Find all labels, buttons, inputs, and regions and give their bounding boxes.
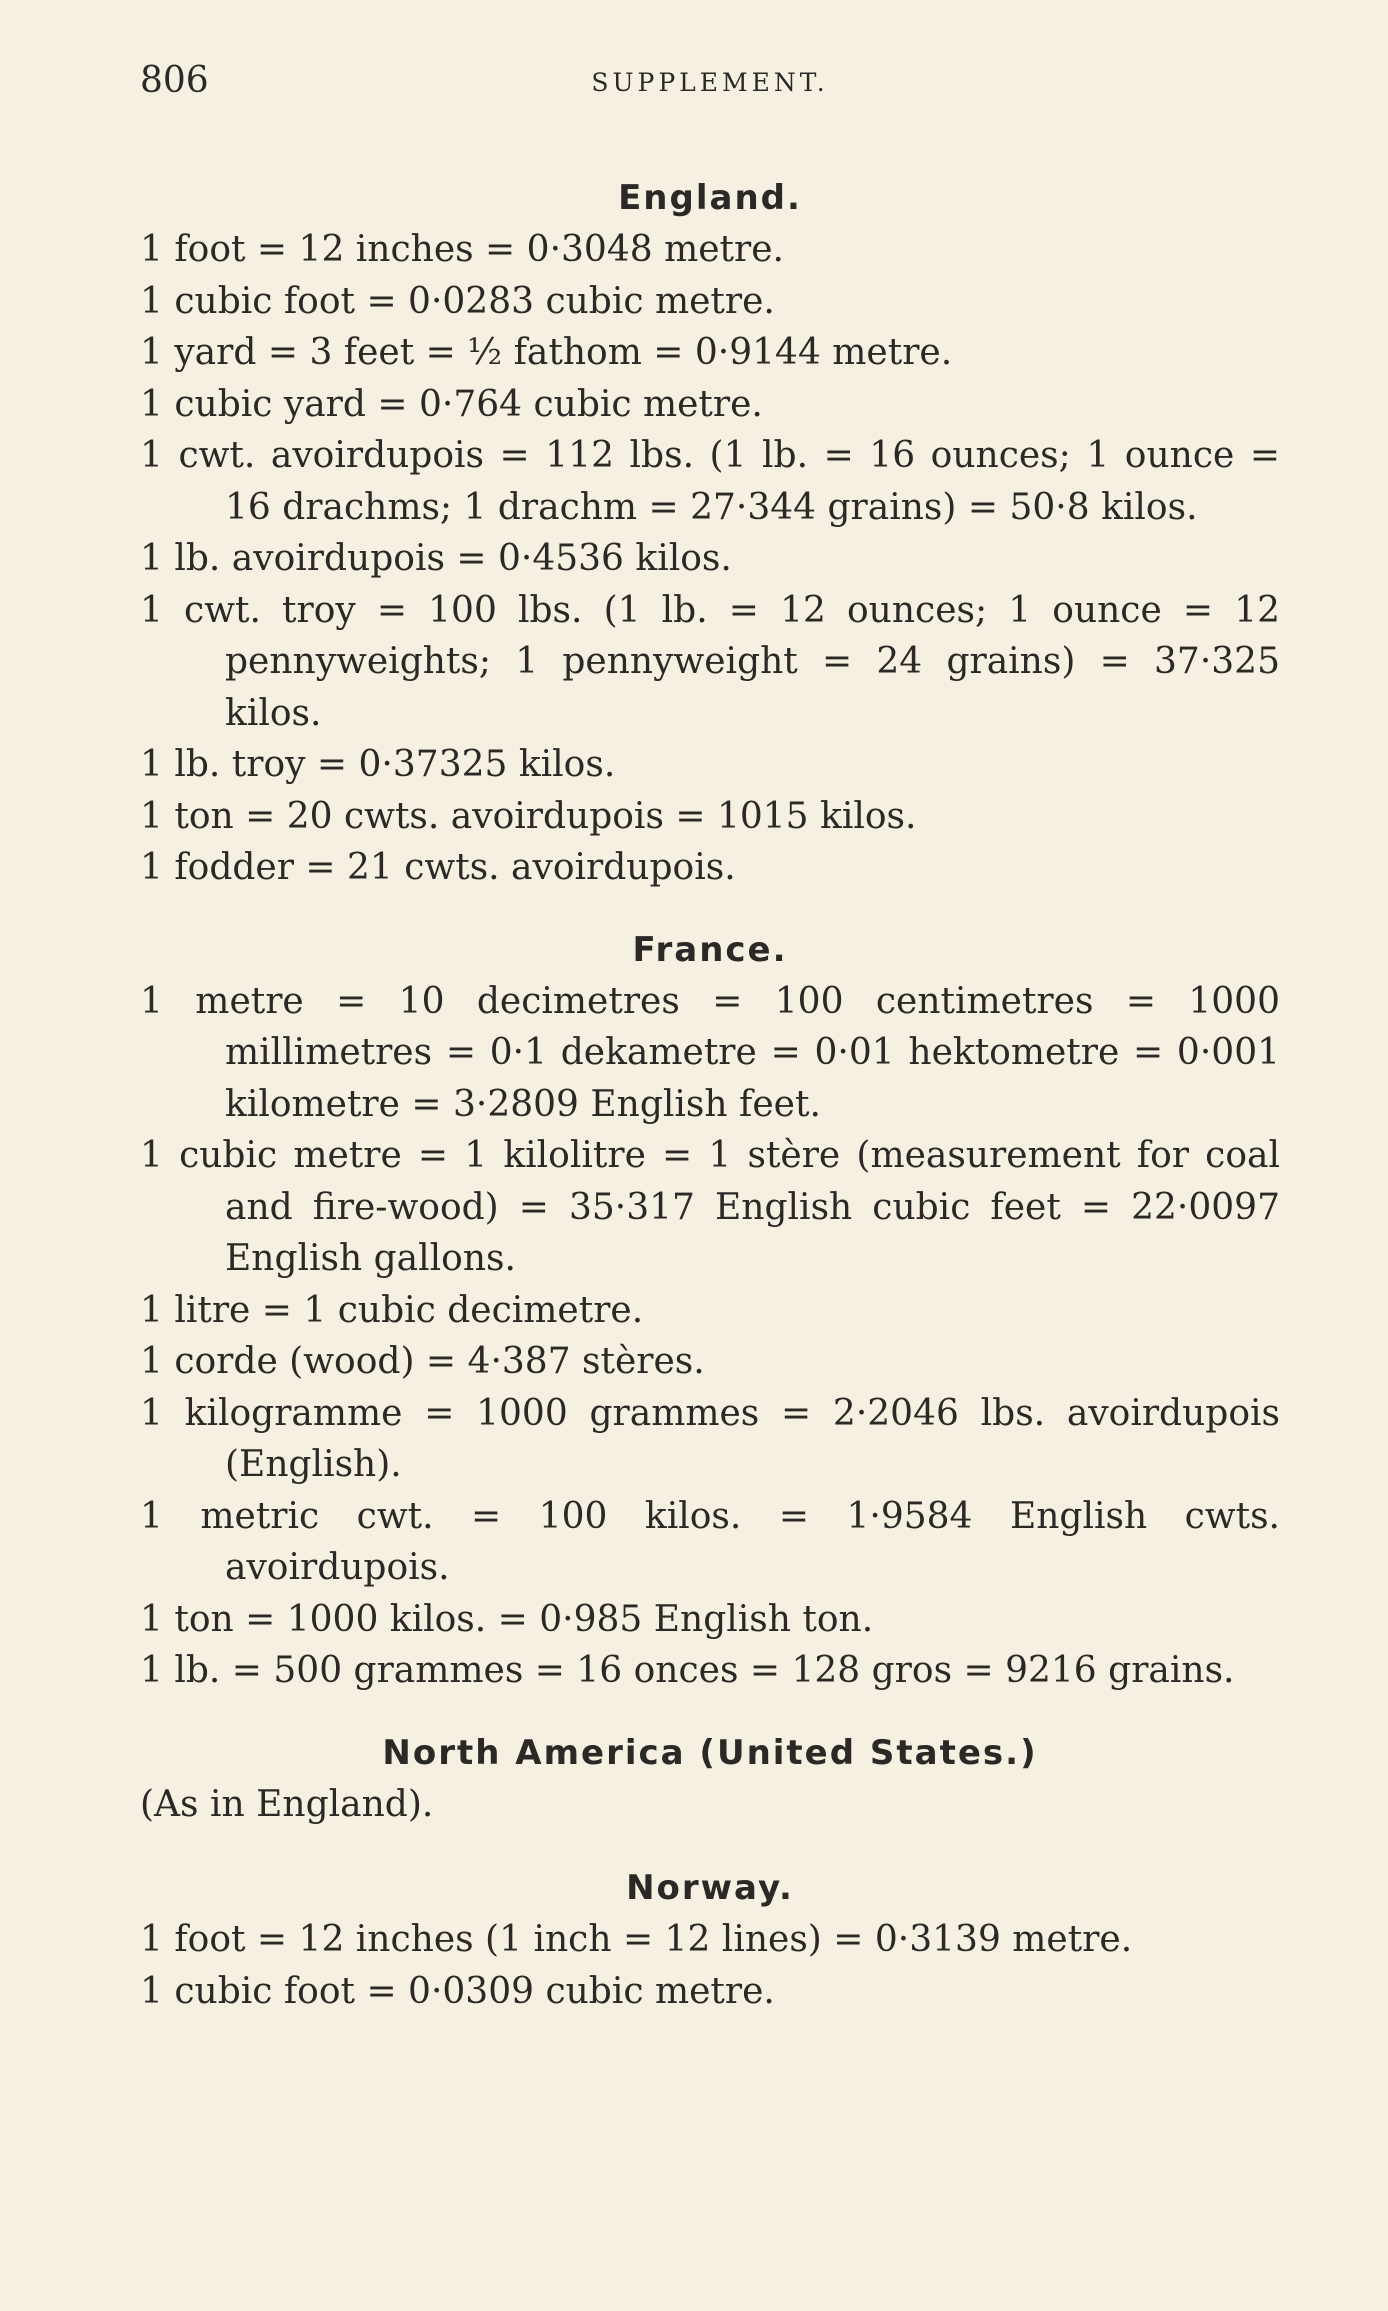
entry: 1 cubic foot = 0·0309 cubic metre.	[140, 1970, 775, 2012]
section-heading: England.	[618, 178, 802, 218]
entry: 1 metric cwt. = 100 kilos. = 1·9584 English cwts. avoirdupois.	[140, 1495, 1280, 1588]
section-norway	[140, 1862, 1280, 2017]
page-content	[140, 172, 1280, 2047]
entry: 1 cubic foot = 0·0283 cubic metre.	[140, 280, 775, 322]
section-france	[140, 924, 1280, 1697]
entry: 1 ton = 1000 kilos. = 0·985 English ton.	[140, 1598, 874, 1640]
entry: 1 cwt. avoirdupois = 112 lbs. (1 lb. = 16 ounces; 1 ounce = 16 drachms; 1 drachm = 27·344 grains) = 50·8 kilos.	[140, 435, 1280, 528]
entry: 1 yard = 3 feet = ½ fathom = 0·9144 metre.	[140, 332, 953, 373]
entry: 1 kilogramme = 1000 grammes = 2·2046 lbs. avoirdupois (English).	[140, 1392, 1280, 1485]
page-number: 806	[140, 60, 209, 101]
entry-list	[140, 224, 1280, 894]
section-heading: France.	[632, 929, 788, 970]
entry: 1 cubic yard = 0·764 cubic metre.	[140, 383, 763, 425]
entry: 1 fodder = 21 cwts. avoirdupois.	[140, 847, 736, 888]
entry-list	[140, 976, 1280, 1697]
section-heading: North America (United States.)	[382, 1732, 1038, 1773]
section-heading: Norway.	[626, 1868, 794, 1908]
entry: 1 corde (wood) = 4·387 stères.	[140, 1341, 705, 1382]
entry: 1 litre = 1 cubic decimetre.	[140, 1289, 644, 1331]
entry: 1 foot = 12 inches (1 inch = 12 lines) = 0·3139 metre.	[140, 1919, 1133, 1960]
entry: 1 cubic metre = 1 kilolitre = 1 stère (measurement for coal and fire-wood) = 35·317 English cubic feet = 22·0097 English gallons.	[140, 1135, 1280, 1279]
entry: 1 lb. troy = 0·37325 kilos.	[140, 744, 616, 785]
entry: 1 metre = 10 decimetres = 100 centimetres = 1000 millimetres = 0·1 dekametre = 0·01 hektometre = 0·001 kilometre = 3·2809 English feet.	[140, 980, 1280, 1125]
entry: 1 cwt. troy = 100 lbs. (1 lb. = 12 ounces; 1 ounce = 12 pennyweights; 1 pennyweight = 24 grains) = 37·325 kilos.	[140, 589, 1280, 734]
running-head	[140, 60, 1280, 110]
entry: 1 foot = 12 inches = 0·3048 metre.	[140, 229, 784, 270]
running-title: SUPPLEMENT.	[591, 68, 829, 97]
section-note: (As in England).	[140, 1783, 434, 1825]
entry: 1 ton = 20 cwts. avoirdupois = 1015 kilos.	[140, 795, 917, 837]
section-north-america	[140, 1727, 1280, 1831]
entry-list	[140, 1914, 1280, 2017]
entry: 1 lb. avoirdupois = 0·4536 kilos.	[140, 538, 732, 579]
section-england	[140, 172, 1280, 894]
entry: 1 lb. = 500 grammes = 16 onces = 128 gros = 9216 grains.	[140, 1650, 1235, 1691]
